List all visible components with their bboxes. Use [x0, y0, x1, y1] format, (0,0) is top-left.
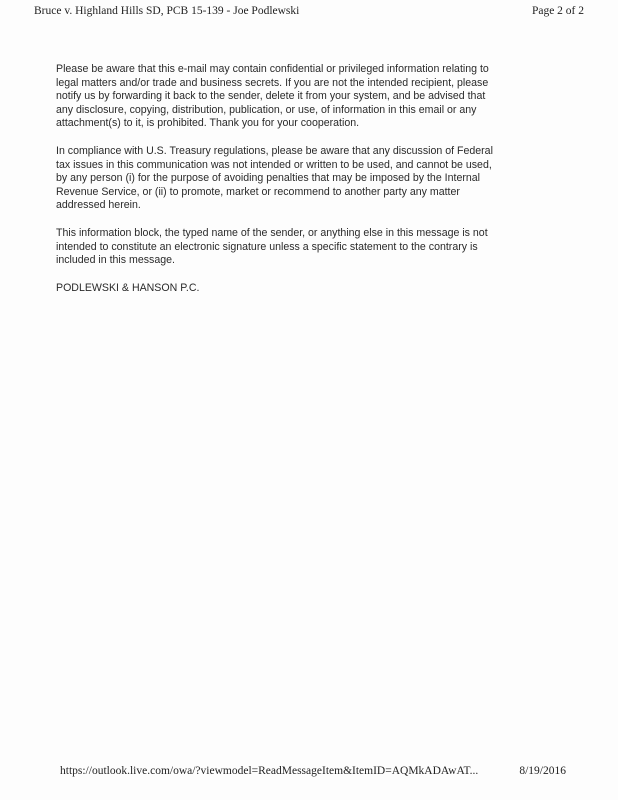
email-body	[56, 63, 556, 295]
paragraph-line: included in this message.	[56, 254, 175, 267]
paragraph-line: This information block, the typed name of the sender, or anything else in this message is not	[56, 226, 488, 239]
paragraph-line: In compliance with U.S. Treasury regulations, please be aware that any discussion of Federal	[56, 144, 493, 157]
paragraph-line: tax issues in this communication was not intended or written to be used, and cannot be used,	[56, 158, 492, 171]
paragraph-line: Revenue Service, or (ii) to promote, market or recommend to another party any matter	[56, 185, 460, 198]
paragraph-line: attachment(s) to it, is prohibited. Thank you for your cooperation.	[56, 117, 360, 130]
paragraph-line: notify us by forwarding it back to the sender, delete it from your system, and be advised that	[56, 90, 486, 103]
header-page-number: Page 2 of 2	[531, 5, 584, 17]
paragraph-line: legal matters and/or trade and business secrets. If you are not the intended recipient, please	[56, 76, 489, 89]
paragraph-line: by any person (i) for the purpose of avoiding penalties that may be imposed by the Internal	[56, 172, 480, 185]
header-title: Bruce v. Highland Hills SD, PCB 15-139 - Joe Podlewski	[34, 5, 300, 17]
paragraph-line: intended to constitute an electronic signature unless a specific statement to the contrary is	[56, 240, 478, 253]
footer-url: https://outlook.live.com/owa/?viewmodel=ReadMessageItem&ItemID=AQMkADAwAT...	[60, 765, 479, 777]
signature-disclaimer	[56, 227, 556, 268]
treasury-notice	[56, 145, 556, 213]
footer-date: 8/19/2016	[519, 765, 566, 777]
paragraph-line: addressed herein.	[56, 199, 141, 212]
paragraph-line: Please be aware that this e-mail may contain confidential or privileged information relating to	[56, 63, 489, 75]
paragraph-line: any disclosure, copying, distribution, publication, or use, of information in this email or any	[56, 103, 477, 116]
confidentiality-notice	[56, 63, 556, 131]
company-name: PODLEWSKI & HANSON P.C.	[56, 281, 200, 294]
